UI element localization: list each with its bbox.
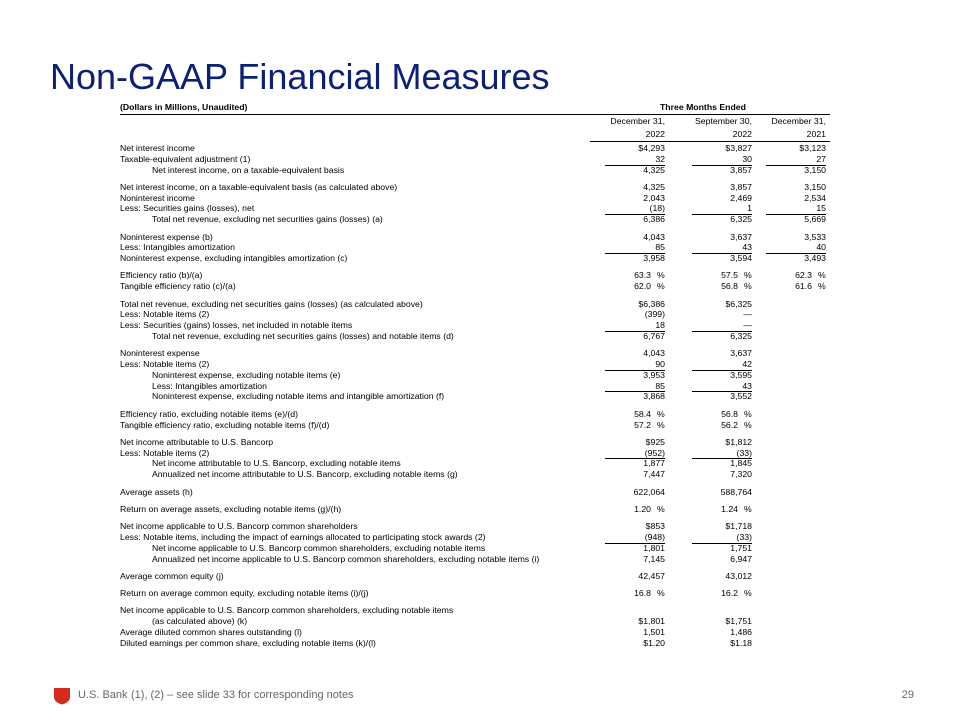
table-row (120, 270, 830, 281)
cell-col2: $1,751 (725, 616, 752, 627)
col2-header: September 30, (695, 116, 752, 126)
row-label: Annualized net income applicable to U.S. Bancorp common shareholders, excluding notable items (i) (152, 553, 540, 564)
cell-col2: 1.24 (721, 503, 738, 514)
cell-col2: $1.18 (730, 637, 752, 648)
table-row (120, 391, 830, 402)
cell-col3: 3,150 (804, 164, 826, 175)
table-row (120, 299, 830, 310)
table-row (120, 320, 830, 331)
footnote: (1), (2) – see slide 33 for corresponding notes (131, 689, 354, 701)
cell-col1: 4,043 (643, 348, 665, 359)
percent-sign: % (744, 281, 752, 292)
table-row (120, 309, 830, 320)
col3-year: 2021 (806, 129, 826, 139)
cell-col1: 16.8 (634, 588, 651, 599)
cell-col2: 56.8 (721, 408, 738, 419)
financial-table (120, 101, 830, 649)
row-label: Noninterest expense (120, 348, 200, 359)
cell-col1: 6,767 (643, 330, 665, 341)
cell-col2: $1,718 (725, 521, 752, 532)
cell-col2: 16.2 (721, 588, 738, 599)
cell-col2: $1,812 (725, 436, 752, 447)
col1-year: 2022 (645, 129, 665, 139)
cell-col2: 6,325 (730, 214, 752, 225)
cell-col2: 43 (742, 242, 752, 253)
cell-col2: (33) (736, 531, 752, 542)
table-row (120, 331, 830, 342)
table-row (120, 242, 830, 253)
cell-col1: 63.3 (634, 270, 651, 281)
cell-col2: 30 (742, 153, 752, 164)
cell-col2: 6,947 (730, 553, 752, 564)
cell-col2: — (743, 320, 752, 331)
table-row (120, 409, 830, 420)
period-label: Three Months Ended (660, 102, 746, 112)
cell-col1: (399) (644, 309, 665, 320)
table-row (120, 214, 830, 225)
table-row (120, 554, 830, 565)
table-row (120, 281, 830, 292)
row-label: Less: Securities (gains) losses, net included in notable items (120, 320, 353, 331)
cell-col1: 85 (655, 380, 665, 391)
row-label: Net income applicable to U.S. Bancorp common shareholders, excluding notable items (152, 542, 486, 553)
cell-col3: 15 (816, 203, 826, 214)
row-label: Less: Notable items (2) (120, 309, 210, 320)
row-label: Average common equity (j) (120, 570, 224, 581)
cell-col2: 3,857 (730, 181, 752, 192)
table-row (120, 193, 830, 204)
row-label: Tangible efficiency ratio (c)/(a) (120, 281, 236, 292)
table-row (120, 253, 830, 264)
percent-sign: % (818, 281, 826, 292)
table-row (120, 627, 830, 638)
row-label: Net income applicable to U.S. Bancorp common shareholders, excluding notable items (120, 605, 454, 616)
row-label: Total net revenue, excluding net securities gains (losses) (a) (152, 214, 383, 225)
cell-col2: (33) (736, 447, 752, 458)
row-label: Total net revenue, excluding net securities gains (losses) and notable items (d) (152, 330, 454, 341)
cell-col2: — (743, 309, 752, 320)
cell-col1: 3,953 (643, 369, 665, 380)
cell-col2: 3,595 (730, 369, 752, 380)
row-label: Net income applicable to U.S. Bancorp common shareholders (120, 521, 358, 532)
table-row (120, 232, 830, 243)
cell-col3: 3,533 (804, 231, 826, 242)
cell-col3: 62.3 (795, 270, 812, 281)
cell-col1: 7,145 (643, 553, 665, 564)
cell-col2: 1 (747, 203, 752, 214)
row-label: Efficiency ratio, excluding notable items (e)/(d) (120, 408, 299, 419)
table-row (120, 504, 830, 515)
row-label: Efficiency ratio (b)/(a) (120, 270, 203, 281)
cell-col1: $6,386 (638, 298, 665, 309)
cell-col1: 32 (655, 153, 665, 164)
cell-col2: $3,827 (725, 143, 752, 153)
cell-col3: 61.6 (795, 281, 812, 292)
row-label: Diluted earnings per common share, excluding notable items (k)/(l) (120, 637, 376, 648)
table-body (120, 143, 830, 649)
page-number: 29 (901, 689, 914, 701)
cell-col1: 1.20 (634, 503, 651, 514)
cell-col1: (952) (644, 447, 665, 458)
cell-col3: 27 (816, 153, 826, 164)
percent-sign: % (744, 408, 752, 419)
cell-col2: 3,594 (730, 253, 752, 264)
cell-col1: 90 (655, 359, 665, 370)
row-label: Noninterest expense, excluding notable items and intangible amortization (f) (152, 391, 445, 402)
percent-sign: % (657, 419, 665, 430)
cell-col1: 42,457 (638, 570, 665, 581)
col1-header: December 31, (610, 116, 665, 126)
row-label: Net income attributable to U.S. Bancorp (120, 436, 274, 447)
row-label: (as calculated above) (k) (152, 616, 248, 627)
cell-col1: 3,958 (643, 253, 665, 264)
table-row (120, 571, 830, 582)
table-row (120, 437, 830, 448)
cell-col2: 1,486 (730, 626, 752, 637)
cell-col1: 1,801 (643, 542, 665, 553)
column-header-underline (590, 141, 830, 142)
cell-col3: 3,493 (804, 253, 826, 264)
cell-col1: (18) (649, 203, 665, 214)
table-header-top (120, 101, 830, 114)
row-label: Net interest income, on a taxable-equivalent basis (as calculated above) (120, 181, 398, 192)
cell-col1: 57.2 (634, 419, 651, 430)
row-label: Less: Securities gains (losses), net (120, 203, 255, 214)
cell-col2: 3,857 (730, 164, 752, 175)
row-label: Less: Notable items (2) (120, 359, 210, 370)
cell-col3: 3,150 (804, 181, 826, 192)
row-label: Net interest income, on a taxable-equivalent basis (152, 164, 345, 175)
cell-col3: 5,669 (804, 214, 826, 225)
row-label: Noninterest expense, excluding intangibles amortization (c) (120, 253, 348, 264)
table-row (120, 370, 830, 381)
percent-sign: % (657, 270, 665, 281)
row-label: Taxable-equivalent adjustment (1) (120, 153, 251, 164)
cell-col1: $1.20 (643, 637, 665, 648)
footer (0, 684, 960, 708)
cell-col1: 62.0 (634, 281, 651, 292)
row-label: Noninterest income (120, 192, 195, 203)
table-row (120, 182, 830, 193)
cell-col1: (948) (644, 531, 665, 542)
table-row (120, 605, 830, 616)
table-row (120, 487, 830, 498)
cell-col2: 6,325 (730, 330, 752, 341)
table-row (120, 638, 830, 649)
cell-col2: 3,552 (730, 391, 752, 402)
column-header-row-2 (120, 128, 830, 141)
cell-col2: 43 (742, 380, 752, 391)
percent-sign: % (818, 270, 826, 281)
cell-col2: $6,325 (725, 298, 752, 309)
row-label: Average assets (h) (120, 486, 193, 497)
table-row (120, 420, 830, 431)
table-row (120, 543, 830, 554)
row-label: Total net revenue, excluding net securities gains (losses) (as calculated above) (120, 298, 423, 309)
us-bank-shield-icon (53, 687, 71, 705)
cell-col1: $4,293 (638, 143, 665, 153)
row-label: Net interest income (120, 143, 195, 153)
cell-col2: 1,751 (730, 542, 752, 553)
percent-sign: % (657, 588, 665, 599)
row-label: Noninterest expense, excluding notable items (e) (152, 369, 341, 380)
cell-col2: 42 (742, 359, 752, 370)
cell-col1: $853 (645, 521, 665, 532)
row-label: Less: Intangibles amortization (152, 380, 267, 391)
table-row (120, 588, 830, 599)
cell-col3: 2,534 (804, 192, 826, 203)
table-row (120, 521, 830, 532)
cell-col2: 3,637 (730, 231, 752, 242)
table-row (120, 154, 830, 165)
cell-col3: $3,123 (799, 143, 826, 153)
table-row (120, 469, 830, 480)
table-row (120, 532, 830, 543)
cell-col1: $1,801 (638, 616, 665, 627)
row-label: Return on average common equity, excluding notable items (i)/(j) (120, 588, 369, 599)
cell-col1: 2,043 (643, 192, 665, 203)
row-label: Return on average assets, excluding notable items (g)/(h) (120, 503, 342, 514)
cell-col2: 56.8 (721, 281, 738, 292)
cell-col2: 57.5 (721, 270, 738, 281)
cell-col1: 85 (655, 242, 665, 253)
percent-sign: % (657, 408, 665, 419)
cell-col2: 1,845 (730, 458, 752, 469)
cell-col1: 622,064 (633, 486, 665, 497)
cell-col1: 4,043 (643, 231, 665, 242)
cell-col2: 2,469 (730, 192, 752, 203)
table-row (120, 616, 830, 627)
row-label: Average diluted common shares outstanding (l) (120, 626, 302, 637)
cell-col3: 40 (816, 242, 826, 253)
row-label: Less: Notable items, including the impact of earnings allocated to participating stock awards (2) (120, 531, 486, 542)
table-row (120, 203, 830, 214)
col3-header: December 31, (771, 116, 826, 126)
cell-col1: 3,868 (643, 391, 665, 402)
row-label: Annualized net income attributable to U.S. Bancorp, excluding notable items (g) (152, 469, 458, 480)
cell-col1: 1,877 (643, 458, 665, 469)
col2-year: 2022 (732, 129, 752, 139)
table-row (120, 381, 830, 392)
cell-col1: 4,325 (643, 164, 665, 175)
percent-sign: % (657, 281, 665, 292)
row-label: Less: Intangibles amortization (120, 242, 235, 253)
table-row (120, 448, 830, 459)
table-row (120, 143, 830, 154)
percent-sign: % (744, 588, 752, 599)
table-row (120, 165, 830, 176)
cell-col2: 588,764 (720, 486, 752, 497)
table-row (120, 348, 830, 359)
percent-sign: % (744, 419, 752, 430)
cell-col1: 4,325 (643, 181, 665, 192)
percent-sign: % (744, 503, 752, 514)
brand-name: U.S. Bank (78, 689, 128, 701)
table-row (120, 359, 830, 370)
units-label: (Dollars in Millions, Unaudited) (120, 102, 248, 112)
cell-col1: 18 (655, 320, 665, 331)
cell-col1: 7,447 (643, 469, 665, 480)
page-title: Non-GAAP Financial Measures (50, 56, 550, 97)
percent-sign: % (744, 270, 752, 281)
cell-col2: 43,012 (725, 570, 752, 581)
cell-col2: 56.2 (721, 419, 738, 430)
cell-col1: 6,386 (643, 214, 665, 225)
row-label: Noninterest expense (b) (120, 231, 213, 242)
row-label: Net income attributable to U.S. Bancorp, excluding notable items (152, 458, 401, 469)
cell-col2: 7,320 (730, 469, 752, 480)
column-header-row-1 (120, 115, 830, 128)
percent-sign: % (657, 503, 665, 514)
table-row (120, 458, 830, 469)
cell-col2: 3,637 (730, 348, 752, 359)
row-label: Less: Notable items (2) (120, 447, 210, 458)
row-label: Tangible efficiency ratio, excluding notable items (f)/(d) (120, 419, 330, 430)
cell-col1: $925 (645, 436, 665, 447)
cell-col1: 1,501 (643, 626, 665, 637)
cell-col1: 58.4 (634, 408, 651, 419)
